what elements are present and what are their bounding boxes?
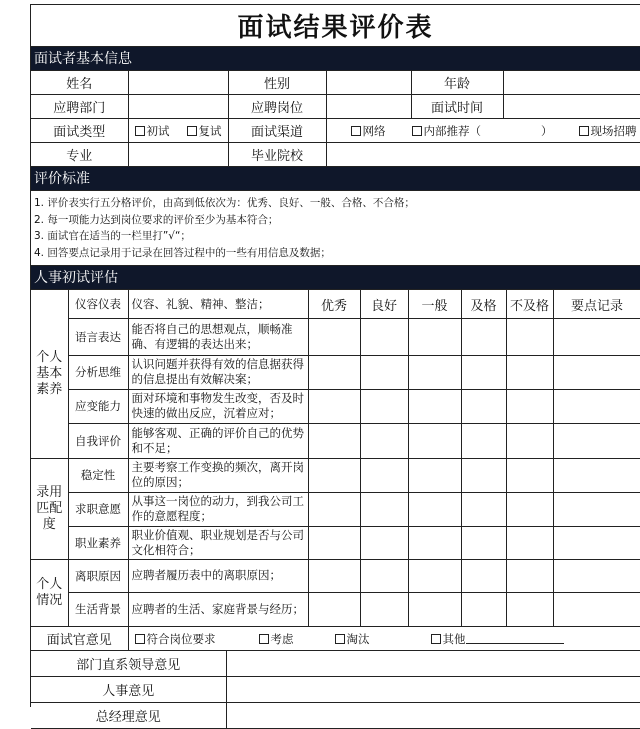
rating-cell[interactable] <box>360 355 408 389</box>
rating-cell[interactable] <box>360 423 408 458</box>
notes-cell[interactable] <box>553 355 640 389</box>
section-hr-eval: 人事初试评估 <box>31 266 640 290</box>
label-age: 年龄 <box>411 71 503 95</box>
field-time[interactable] <box>503 95 640 119</box>
notes-cell[interactable] <box>553 423 640 458</box>
item-desc: 面对环境和事物发生改变，否及时快速的做出反应，沉着应对； <box>128 389 308 423</box>
header-pass: 及格 <box>461 290 506 318</box>
rating-cell[interactable] <box>308 526 360 559</box>
item-desc: 能够客观、正确的评价自己的优势和不足； <box>128 423 308 458</box>
section-criteria: 评价标准 <box>31 167 640 191</box>
field-school[interactable] <box>326 143 640 167</box>
item-desc: 从事这一岗位的动力，到我公司工作的意愿程度； <box>128 492 308 526</box>
evaluation-table <box>31 290 640 627</box>
rating-cell[interactable] <box>461 318 506 355</box>
rating-cell[interactable] <box>461 458 506 492</box>
label-hr: 人事意见 <box>31 677 226 703</box>
checkbox-icon <box>351 126 361 136</box>
label-time: 面试时间 <box>411 95 503 119</box>
option-onsite[interactable]: 现场招聘 <box>579 123 637 139</box>
checkbox-icon <box>187 126 197 136</box>
rating-cell[interactable] <box>506 355 553 389</box>
item-desc: 主要考察工作变换的频次，离开岗位的原因； <box>128 458 308 492</box>
field-major[interactable] <box>128 143 228 167</box>
rating-cell[interactable] <box>360 559 408 592</box>
rating-cell[interactable] <box>506 526 553 559</box>
header-fail: 不及格 <box>506 290 553 318</box>
rating-cell[interactable] <box>506 458 553 492</box>
rating-cell[interactable] <box>408 389 461 423</box>
notes-cell[interactable] <box>553 526 640 559</box>
notes-cell[interactable] <box>553 559 640 592</box>
rating-cell[interactable] <box>308 592 360 626</box>
field-age[interactable] <box>503 71 640 95</box>
item-name: 职业素养 <box>68 526 128 559</box>
rating-cell[interactable] <box>360 592 408 626</box>
item-desc: 认识问题并获得有效的信息据获得的信息提出有效解决案； <box>128 355 308 389</box>
evaluation-sheet <box>30 4 640 726</box>
notes-cell[interactable] <box>553 592 640 626</box>
rating-cell[interactable] <box>461 492 506 526</box>
label-position: 应聘岗位 <box>228 95 326 119</box>
item-name: 生活背景 <box>68 592 128 626</box>
criteria-item: 4. 回答要点记录用于记录在回答过程中的一些有用信息及数据； <box>34 246 331 259</box>
rating-cell[interactable] <box>408 492 461 526</box>
signoff-table <box>31 650 640 729</box>
label-gm: 总经理意见 <box>31 703 226 729</box>
rating-cell[interactable] <box>461 526 506 559</box>
label-interviewer-opinion: 面试官意见 <box>31 627 128 651</box>
channel-options <box>326 119 640 143</box>
interviewer-opinion-options <box>128 627 640 651</box>
criteria-item: 1. 评价表实行五分格评价，由高到低依次为：优秀、良好、一般、合格、不合格； <box>34 197 415 209</box>
item-name: 仪容仪表 <box>68 290 128 318</box>
rating-cell[interactable] <box>408 526 461 559</box>
criteria-list <box>31 191 640 266</box>
option-other[interactable]: 其他 <box>431 631 564 647</box>
category-basic-quality: 个人基本素养 <box>31 290 68 458</box>
checkbox-icon <box>135 634 145 644</box>
checkbox-icon <box>412 126 422 136</box>
item-desc: 应聘者履历表中的离职原因； <box>128 559 308 592</box>
rating-cell[interactable] <box>506 389 553 423</box>
category-fit: 录用匹配度 <box>31 458 68 559</box>
criteria-item: 3. 面试官在适当的一栏里打”√“； <box>34 230 191 243</box>
notes-cell[interactable] <box>553 458 640 492</box>
rating-cell[interactable] <box>506 318 553 355</box>
option-consider[interactable]: 考虑 <box>259 631 335 647</box>
header-good: 良好 <box>360 290 408 318</box>
rating-cell[interactable] <box>408 592 461 626</box>
checkbox-icon <box>259 634 269 644</box>
checkbox-icon <box>335 634 345 644</box>
rating-cell[interactable] <box>360 389 408 423</box>
item-desc: 能否将自己的思想观点，顺畅准确、有逻辑的表达出来； <box>128 318 308 355</box>
field-name[interactable] <box>128 71 228 95</box>
item-desc: 职业价值观、职业规划是否与公司文化相符合； <box>128 526 308 559</box>
opinion-table <box>31 627 640 652</box>
header-notes: 要点记录 <box>553 290 640 318</box>
rating-cell[interactable] <box>308 559 360 592</box>
notes-cell[interactable] <box>553 318 640 355</box>
checkbox-icon <box>579 126 589 136</box>
criteria-item: 2. 每一项能力达到岗位要求的评价至少为基本符合； <box>34 213 279 226</box>
label-dept-leader: 部门直系领导意见 <box>31 651 226 677</box>
field-hr[interactable] <box>226 677 640 703</box>
rating-cell[interactable] <box>506 423 553 458</box>
option-meets-requirements[interactable]: 符合岗位要求 <box>135 631 259 647</box>
rating-cell[interactable] <box>308 389 360 423</box>
item-name: 求职意愿 <box>68 492 128 526</box>
item-name: 稳定性 <box>68 458 128 492</box>
option-online[interactable]: 网络 <box>351 123 386 139</box>
checkbox-icon <box>431 634 441 644</box>
rating-cell[interactable] <box>408 423 461 458</box>
option-internal-referral[interactable]: 内部推荐（ ） <box>412 123 553 139</box>
item-desc: 应聘者的生活、家庭背景与经历； <box>128 592 308 626</box>
rating-cell[interactable] <box>461 559 506 592</box>
field-position[interactable] <box>326 95 411 119</box>
notes-cell[interactable] <box>553 389 640 423</box>
option-second-interview[interactable]: 复试 <box>187 123 222 139</box>
option-reject[interactable]: 淘汰 <box>335 631 431 647</box>
field-dept[interactable] <box>128 95 228 119</box>
checkbox-icon <box>135 126 145 136</box>
label-school: 毕业院校 <box>228 143 326 167</box>
rating-cell[interactable] <box>308 492 360 526</box>
other-underline[interactable] <box>466 633 564 644</box>
rating-cell[interactable] <box>506 592 553 626</box>
item-name: 自我评价 <box>68 423 128 458</box>
rating-cell[interactable] <box>360 492 408 526</box>
field-dept-leader[interactable] <box>226 651 640 677</box>
label-type: 面试类型 <box>31 119 128 143</box>
item-name: 语言表达 <box>68 318 128 355</box>
rating-cell[interactable] <box>506 492 553 526</box>
item-name: 应变能力 <box>68 389 128 423</box>
rating-cell[interactable] <box>308 355 360 389</box>
header-excellent: 优秀 <box>308 290 360 318</box>
rating-cell[interactable] <box>360 526 408 559</box>
rating-cell[interactable] <box>360 318 408 355</box>
label-major: 专业 <box>31 143 128 167</box>
rating-cell[interactable] <box>461 355 506 389</box>
item-desc: 仪容、礼貌、精神、整洁； <box>128 290 308 318</box>
item-name: 分析思维 <box>68 355 128 389</box>
label-channel: 面试渠道 <box>228 119 326 143</box>
basic-info-table <box>31 71 640 167</box>
rating-cell[interactable] <box>461 423 506 458</box>
rating-cell[interactable] <box>308 458 360 492</box>
page-title: 面试结果评价表 <box>31 5 640 47</box>
rating-cell[interactable] <box>461 592 506 626</box>
item-name: 离职原因 <box>68 559 128 592</box>
option-first-interview[interactable]: 初试 <box>135 123 170 139</box>
type-options <box>128 119 228 143</box>
field-gender[interactable] <box>326 71 411 95</box>
rating-cell[interactable] <box>308 423 360 458</box>
rating-cell[interactable] <box>308 318 360 355</box>
notes-cell[interactable] <box>553 492 640 526</box>
category-personal: 个人情况 <box>31 559 68 626</box>
label-dept: 应聘部门 <box>31 95 128 119</box>
rating-cell[interactable] <box>408 559 461 592</box>
label-gender: 性别 <box>228 71 326 95</box>
header-average: 一般 <box>408 290 461 318</box>
rating-cell[interactable] <box>408 355 461 389</box>
rating-cell[interactable] <box>506 559 553 592</box>
section-basic-info: 面试者基本信息 <box>31 47 640 71</box>
rating-cell[interactable] <box>408 458 461 492</box>
rating-cell[interactable] <box>461 389 506 423</box>
rating-cell[interactable] <box>408 318 461 355</box>
label-name: 姓名 <box>31 71 128 95</box>
rating-cell[interactable] <box>360 458 408 492</box>
